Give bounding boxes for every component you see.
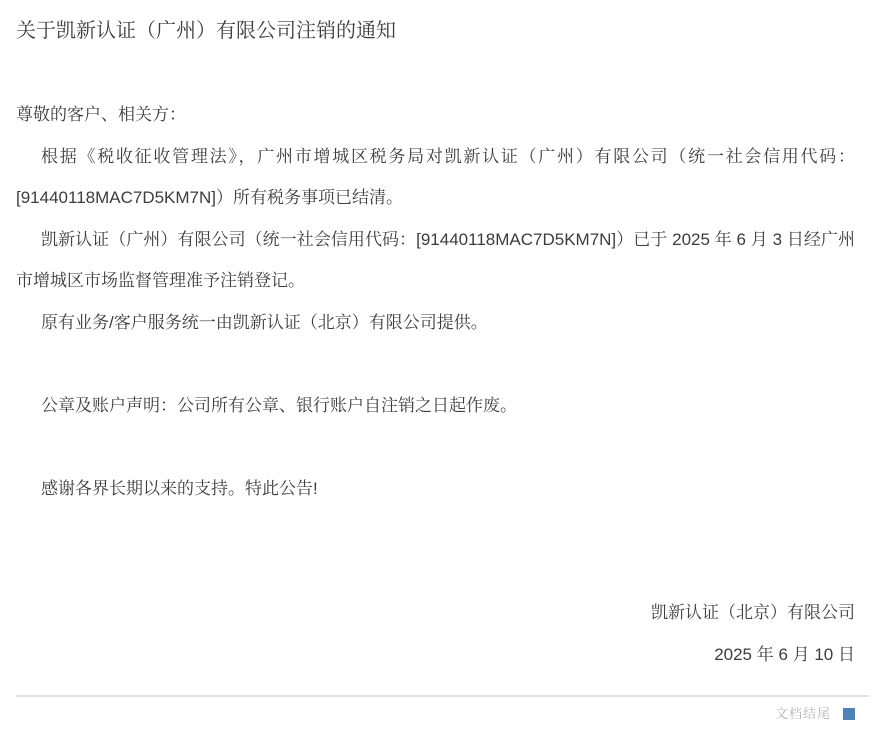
end-of-document-label: 文档结尾 (774, 706, 831, 721)
document-title: 关于凯新认证（广州）有限公司注销的通知 (16, 20, 396, 42)
footer-divider (16, 695, 869, 697)
paragraph: 凯新认证（北京）有限公司 (651, 603, 855, 622)
blank-line (16, 53, 855, 95)
blank-line (16, 426, 855, 468)
blank-line (16, 551, 855, 593)
end-of-document-marker-icon (843, 708, 855, 720)
paragraph: 尊敬的客户、相关方： (16, 105, 186, 124)
paragraph: 根据《税收征收管理法》，广州市增城区税务局对凯新认证（广州）有限公司（统一社会信用代码：[91440118MAC7D5KM7N]）所有税务事项已结清。 (16, 146, 855, 207)
paragraph: 感谢各界长期以来的支持。特此公告! (41, 478, 318, 498)
document-footer (0, 695, 874, 746)
paragraph: 原有业务/客户服务统一由凯新认证（北京）有限公司提供。 (41, 312, 488, 332)
paragraph: 公章及账户声明：公司所有公章、银行账户自注销之日起作废。 (41, 395, 517, 415)
end-of-document-row (775, 706, 855, 722)
paragraph: 凯新认证（广州）有限公司（统一社会信用代码：[91440118MAC7D5KM7N]）已于 2025 年 6 月 3 日经广州市增城区市场监督管理准予注销登记。 (16, 229, 855, 290)
blank-line (16, 509, 855, 551)
paragraph: 2025 年 6 月 10 日 (714, 644, 855, 664)
blank-line (16, 343, 855, 385)
